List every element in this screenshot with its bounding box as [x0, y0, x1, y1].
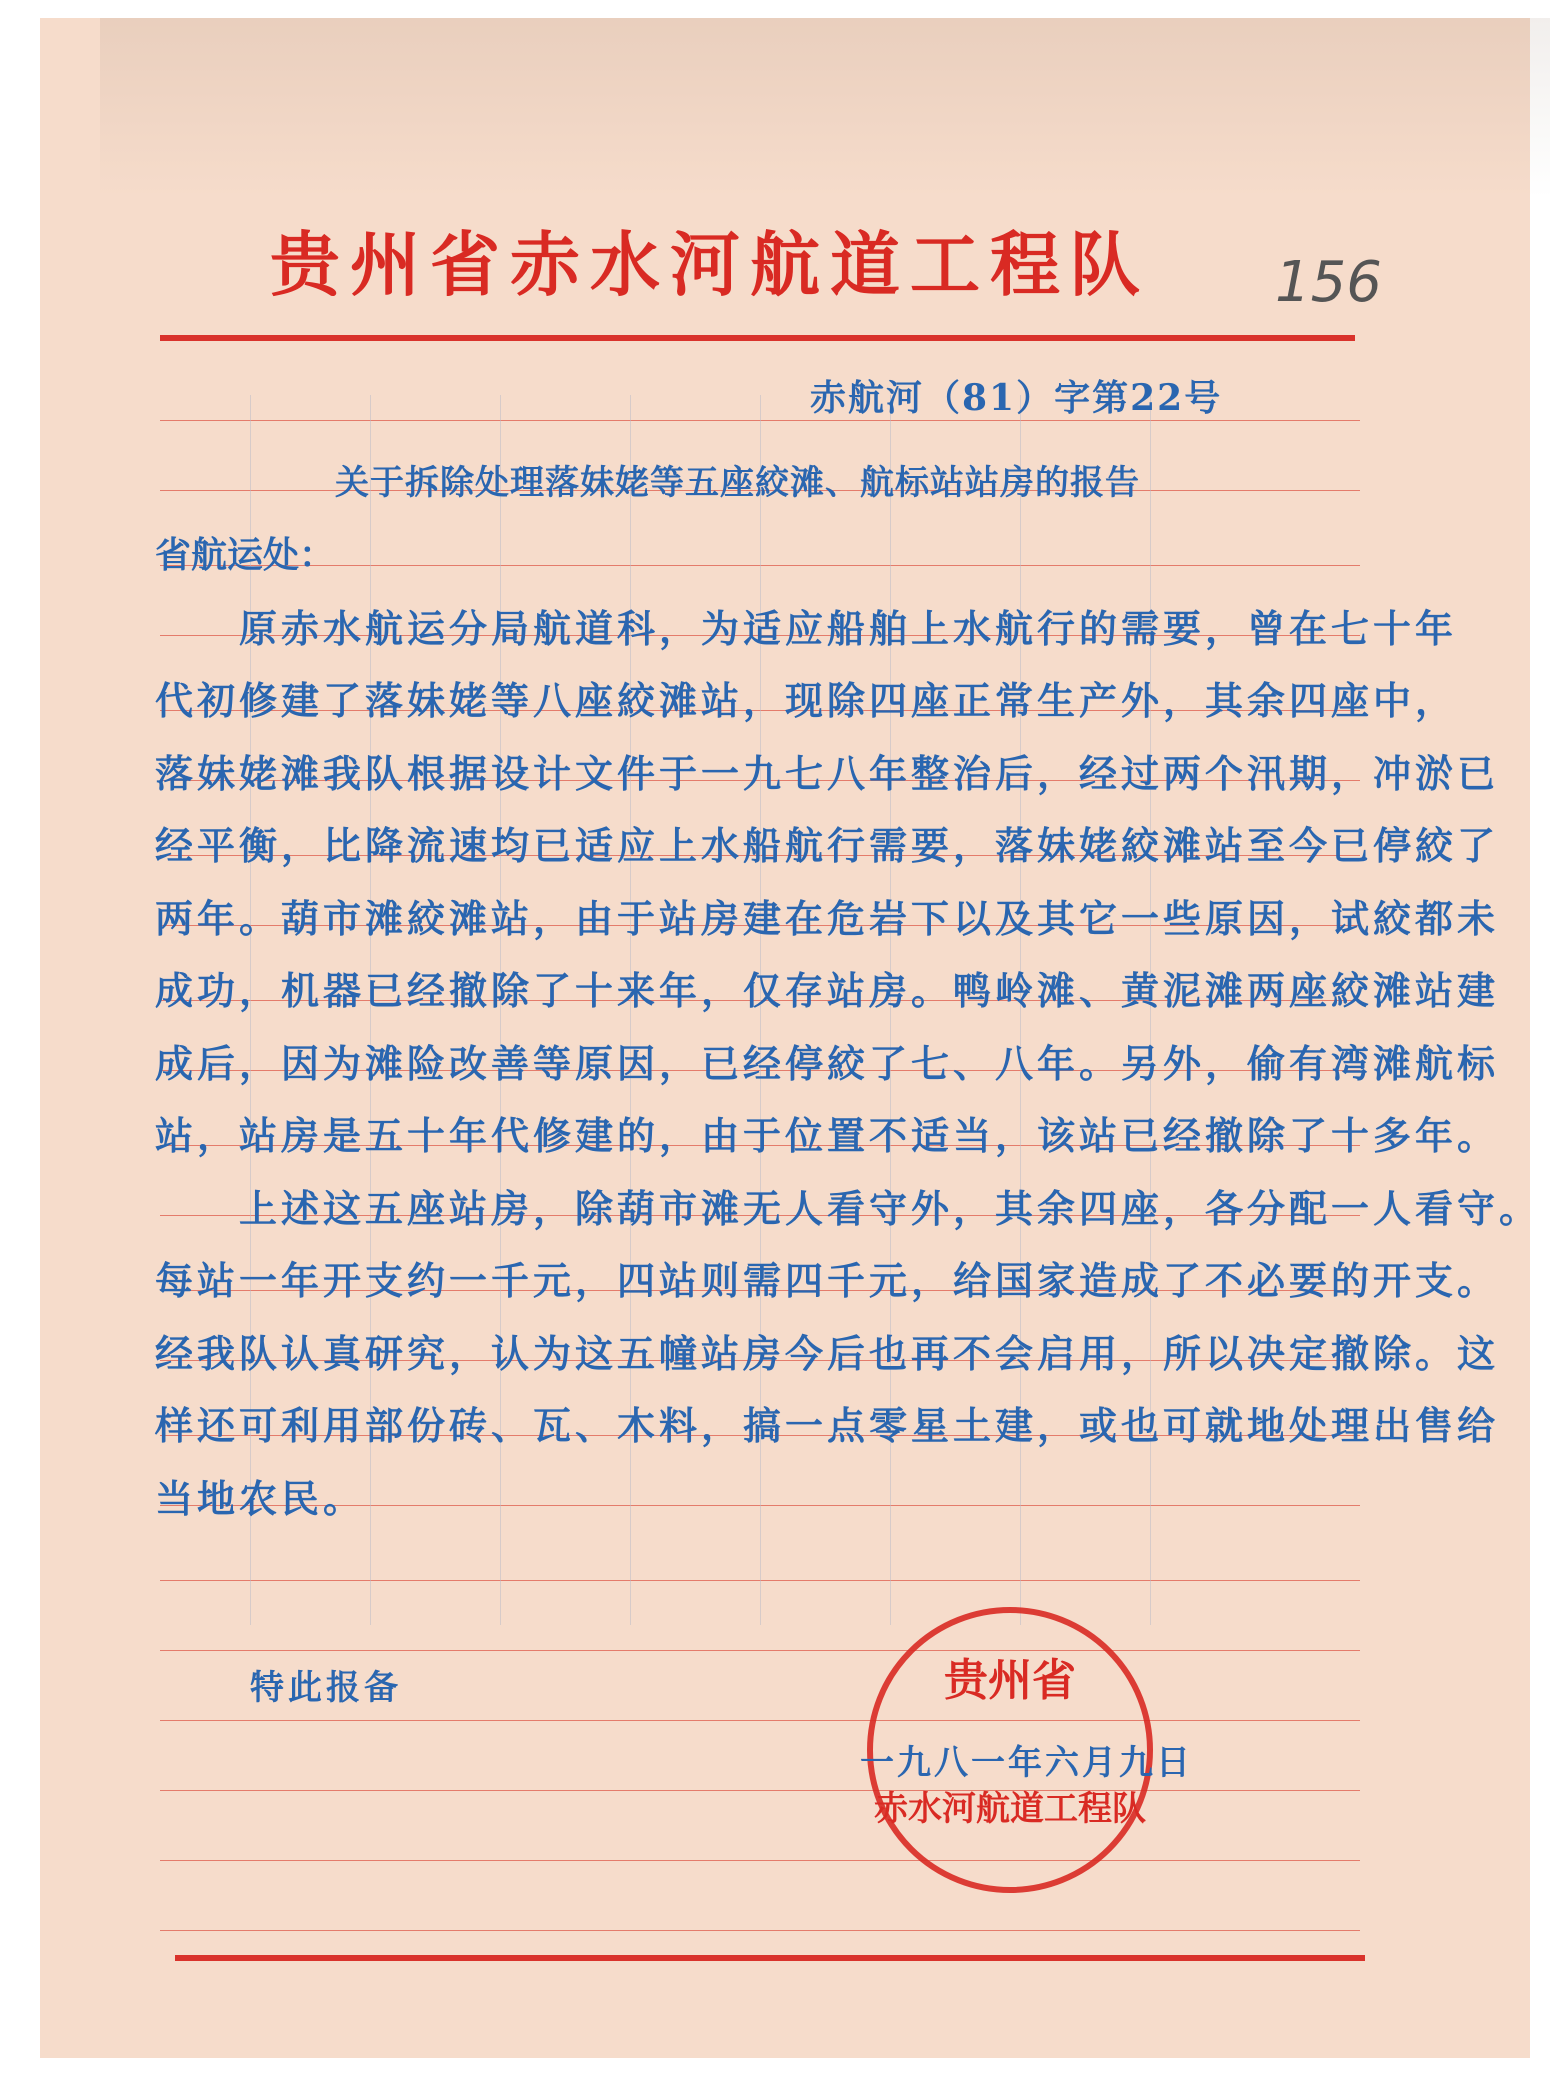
letterhead-rule: [160, 335, 1355, 341]
body-line: 当地农民。: [155, 1476, 366, 1521]
body-line: 成功，机器已经撤除了十来年，仅存站房。鸭岭滩、黄泥滩两座絞滩站建: [155, 968, 1500, 1013]
body-line: 原赤水航运分局航道科，为适应船舶上水航行的需要，曾在七十年: [155, 606, 1458, 651]
body-line: 上述这五座站房，除葫市滩无人看守外，其余四座，各分配一人看守。: [155, 1186, 1542, 1231]
handwritten-page-number: 156: [1275, 250, 1382, 315]
seal-top-text: 贵州省: [944, 1655, 1076, 1706]
document-number: 赤航河（81）字第22号: [810, 377, 1223, 419]
body-line: 经平衡，比降流速均已适应上水船航行需要，落妹姥絞滩站至今已停絞了: [155, 823, 1500, 868]
body-line: 落妹姥滩我队根据设计文件于一九七八年整治后，经过两个汛期，冲淤已: [155, 751, 1500, 796]
body-line: 样还可利用部份砖、瓦、木料，搞一点零星土建，或也可就地处理出售给: [155, 1403, 1500, 1448]
body-line: 站，站房是五十年代修建的，由于位置不适当，该站已经撤除了十多年。: [155, 1113, 1500, 1158]
body-line: 每站一年开支约一千元，四站则需四千元，给国家造成了不必要的开支。: [155, 1258, 1500, 1303]
letterhead-title: 贵州省赤水河航道工程队: [270, 223, 1150, 306]
footer-rule: [175, 1955, 1365, 1961]
closing-remark: 特此报备: [250, 1668, 402, 1708]
report-subject: 关于拆除处理落妹姥等五座絞滩、航标站站房的报告: [335, 463, 1140, 503]
body-line: 经我队认真研究，认为这五幢站房今后也再不会启用，所以决定撤除。这: [155, 1331, 1500, 1376]
paper-crease: [100, 18, 1550, 198]
seal-bottom-text: 赤水河航道工程队: [874, 1789, 1146, 1829]
body-line: 代初修建了落妹姥等八座絞滩站，现除四座正常生产外，其余四座中，: [155, 678, 1458, 723]
body-line: 两年。葫市滩絞滩站，由于站房建在危岩下以及其它一些原因，试絞都未: [155, 896, 1500, 941]
report-date: 一九八一年六月九日: [860, 1743, 1193, 1783]
addressee: 省航运处：: [155, 534, 336, 576]
body-line: 成后，因为滩险改善等原因，已经停絞了七、八年。另外，偷有湾滩航标: [155, 1041, 1500, 1086]
